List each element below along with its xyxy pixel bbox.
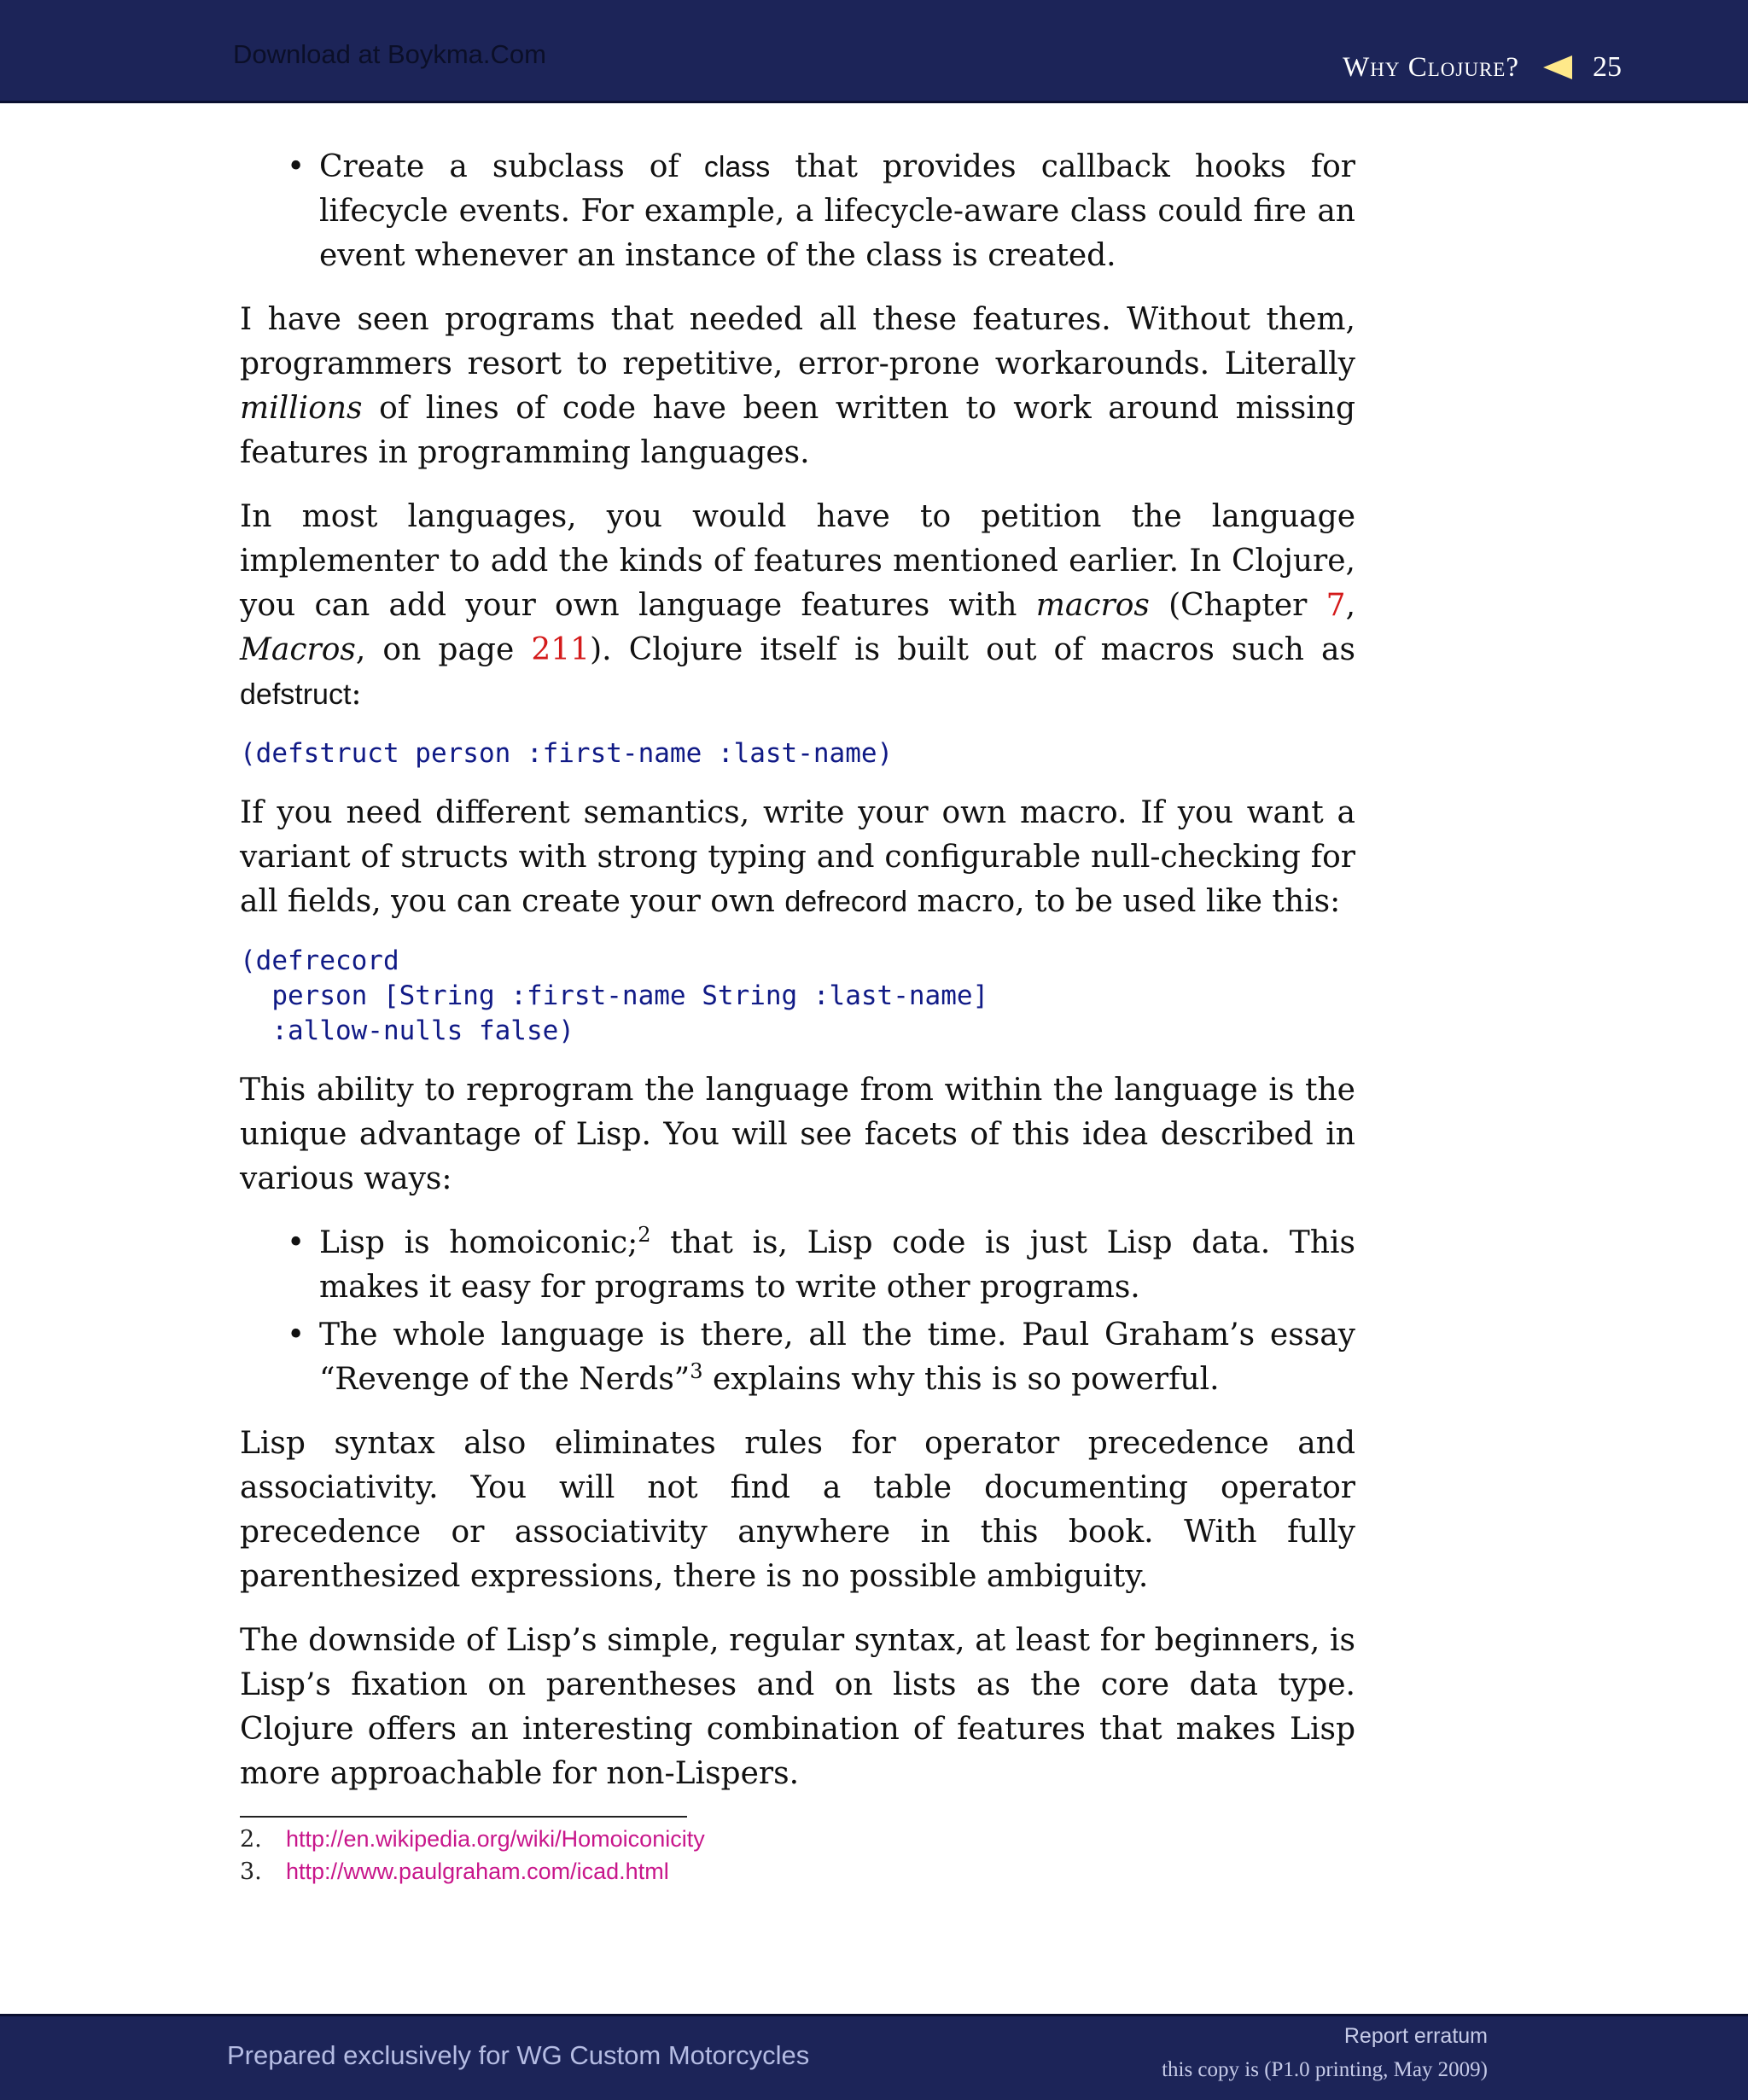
footnote-link[interactable]: http://www.paulgraham.com/icad.html <box>286 1859 669 1884</box>
list-item: • Create a subclass of class that provides callback hooks for lifecycle events. For example, a lifecycle-aware class could fire an event whenever an instance of the class is created. <box>319 145 1355 278</box>
paragraph: The downside of Lisp’s simple, regular syntax, at least for beginners, is Lisp’s fixation on parentheses and on lists as the core data type. Clojure offers an interesting combination of features that makes Lisp more approachable for non-Lispers. <box>240 1623 1355 1791</box>
copy-info: this copy is (P1.0 printing, May 2009) <box>1162 2058 1488 2081</box>
paragraph: If you need different semantics, write your own macro. If you want a variant of structs with strong typing and configurable null-checking for all fields, you can create your own defrecord macro, to be used like this: <box>240 795 1355 919</box>
running-header <box>1343 51 1622 84</box>
footnote: 3. http://www.paulgraham.com/icad.html <box>240 1859 669 1885</box>
bullet-list-top <box>240 145 1355 278</box>
code-block: (defstruct person :first-name :last-name) <box>240 738 894 769</box>
paragraph: In most languages, you would have to petition the language implementer to add the kinds of features mentioned earlier. In Clojure, you can add your own language features with macros (Chapter 7, Macros, on page 211). Clojure itself is built out of macros such as defstruct: <box>240 499 1356 712</box>
footnote-divider <box>240 1816 687 1818</box>
list-item: • Lisp is homoiconic;$^2$ that is, Lisp code is just Lisp data. This makes it easy for programs to write other programs. <box>319 1221 1355 1310</box>
section-title: Why Clojure? <box>1343 51 1519 83</box>
inline-code: defrecord <box>784 886 908 918</box>
page-number: 25 <box>1593 51 1622 83</box>
footnote: 2. http://en.wikipedia.org/wiki/Homoiconicity <box>240 1826 705 1853</box>
previous-arrow-icon[interactable] <box>1543 55 1572 79</box>
bullet-list <box>240 1221 1355 1402</box>
chapter-link[interactable]: 7 <box>1326 588 1346 623</box>
page-body <box>240 145 1355 1816</box>
page-link[interactable]: 211 <box>531 632 591 667</box>
inline-code: class <box>703 151 771 183</box>
paragraph: I have seen programs that needed all these features. Without them, programmers resort to repetitive, error-prone workarounds. Literally millions of lines of code have been written to work around missing features in programming languages. <box>240 302 1355 470</box>
paragraph: Lisp syntax also eliminates rules for operator precedence and associativity. You will not find a table documenting operator precedence or associativity anywhere in this book. With fully parenthesized expressions, there is no possible ambiguity. <box>240 1426 1355 1594</box>
code-block: (defrecord person [String :first-name String :last-name] :allow-nulls false) <box>240 945 989 1046</box>
inline-code: defstruct <box>240 678 352 711</box>
download-watermark: Download at Boykma.Com <box>233 39 546 69</box>
footnote-ref[interactable]: 3 <box>690 1359 703 1383</box>
paragraph: This ability to reprogram the language from within the language is the unique advantage of Lisp. You will see facets of this idea described in various ways: <box>240 1073 1355 1196</box>
prepared-for-text: Prepared exclusively for WG Custom Motorcycles <box>227 2040 810 2070</box>
footnote-link[interactable]: http://en.wikipedia.org/wiki/Homoiconicity <box>286 1826 705 1852</box>
list-item: • The whole language is there, all the time. Paul Graham’s essay “Revenge of the Nerds”$^3$ explains why this is so powerful. <box>319 1313 1355 1402</box>
report-erratum-link[interactable]: Report erratum <box>1343 2024 1488 2048</box>
footnote-ref[interactable]: 2 <box>638 1223 651 1247</box>
